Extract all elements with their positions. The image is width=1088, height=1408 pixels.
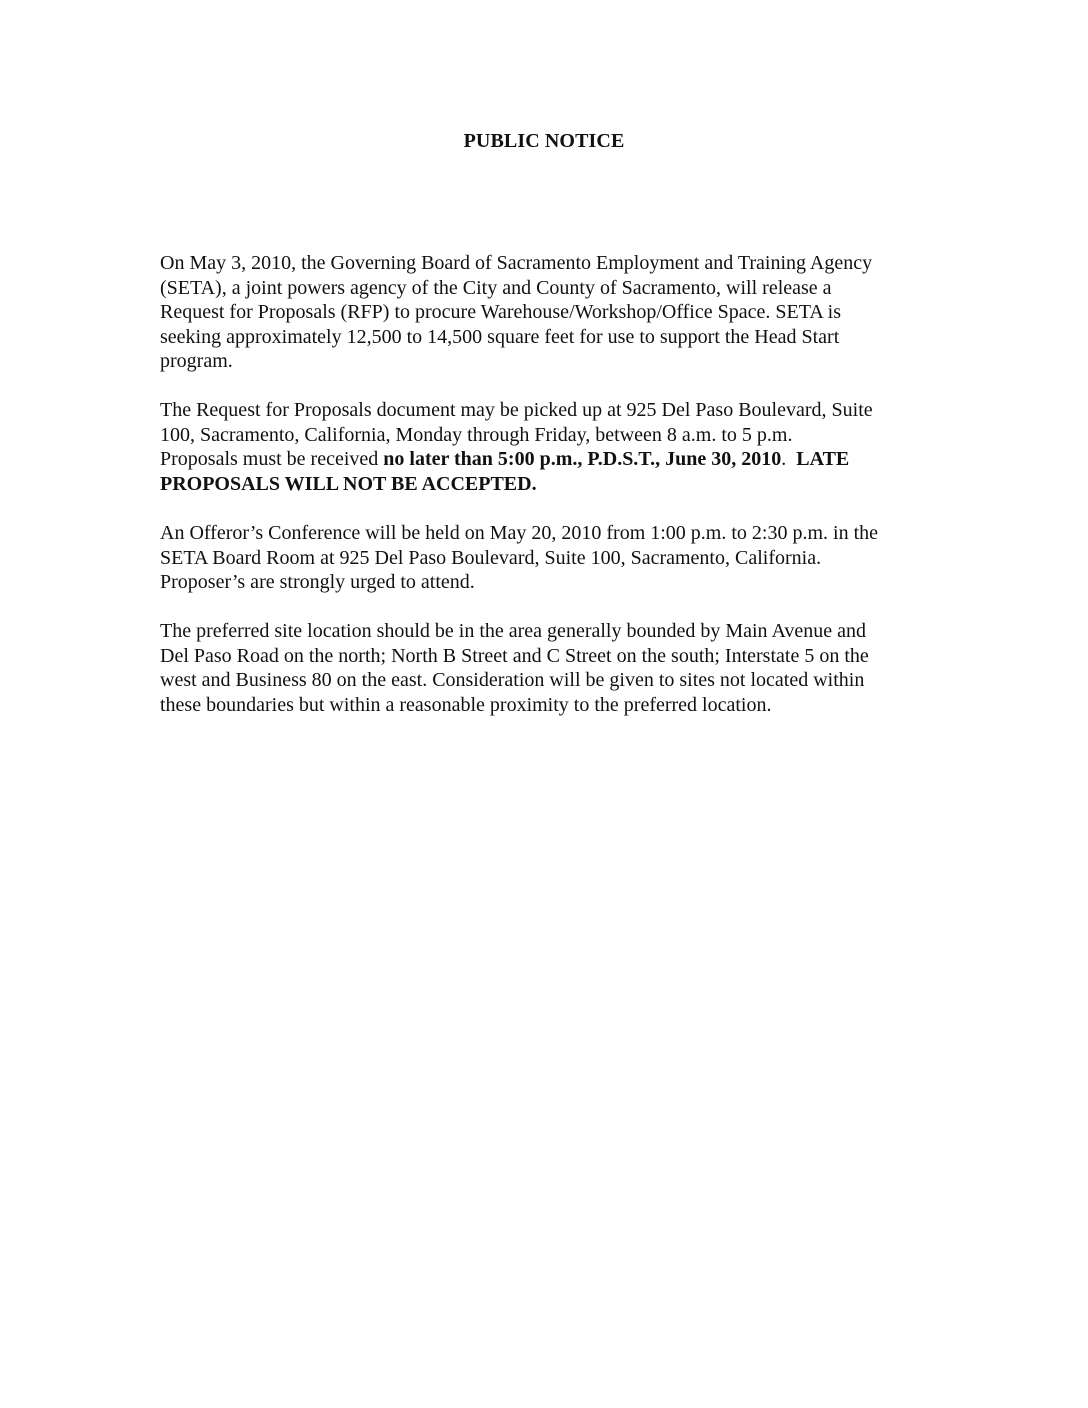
text-line: Proposer’s are strongly urged to attend.	[160, 571, 475, 594]
text-line	[160, 447, 950, 472]
text-line: The Request for Proposals document may be picked up at 925 Del Paso Boulevard, Suite	[160, 399, 873, 421]
text-line: (SETA), a joint powers agency of the City and County of Sacramento, will release a	[160, 276, 832, 299]
paragraph-preferred-location	[160, 619, 950, 717]
late-warning-text: PROPOSALS WILL NOT BE ACCEPTED.	[160, 472, 537, 495]
text-line: On May 3, 2010, the Governing Board of Sacramento Employment and Training Agency	[160, 252, 873, 274]
page-title: PUBLIC NOTICE	[463, 130, 625, 152]
late-warning-text: LATE	[796, 448, 850, 471]
text-run: Proposals must be received	[160, 448, 384, 471]
text-line: Del Paso Road on the north; North B Street and C Street on the south; Interstate 5 on the	[160, 644, 869, 667]
text-line: program.	[160, 350, 233, 373]
text-line: SETA Board Room at 925 Del Paso Boulevard, Suite 100, Sacramento, California.	[160, 546, 822, 569]
text-line: these boundaries but within a reasonable proximity to the preferred location.	[160, 693, 772, 716]
text-line: seeking approximately 12,500 to 14,500 square feet for use to support the Head Start	[160, 325, 840, 348]
text-line: 100, Sacramento, California, Monday through Friday, between 8 a.m. to 5 p.m.	[160, 423, 793, 446]
text-line: An Offeror’s Conference will be held on May 20, 2010 from 1:00 p.m. to 2:30 p.m. in the	[160, 522, 879, 544]
deadline-text: no later than 5:00 p.m., P.D.S.T., June 30, 2010	[383, 448, 782, 471]
text-run: .	[781, 448, 797, 471]
text-line: Request for Proposals (RFP) to procure Warehouse/Workshop/Office Space. SETA is	[160, 301, 841, 324]
paragraph-offerors-conference	[160, 521, 950, 595]
paragraph-rfp-announcement	[160, 251, 950, 374]
paragraph-pickup-deadline	[160, 398, 950, 496]
text-line: west and Business 80 on the east. Consideration will be given to sites not located within	[160, 669, 865, 692]
text-line: The preferred site location should be in the area generally bounded by Main Avenue and	[160, 620, 867, 642]
